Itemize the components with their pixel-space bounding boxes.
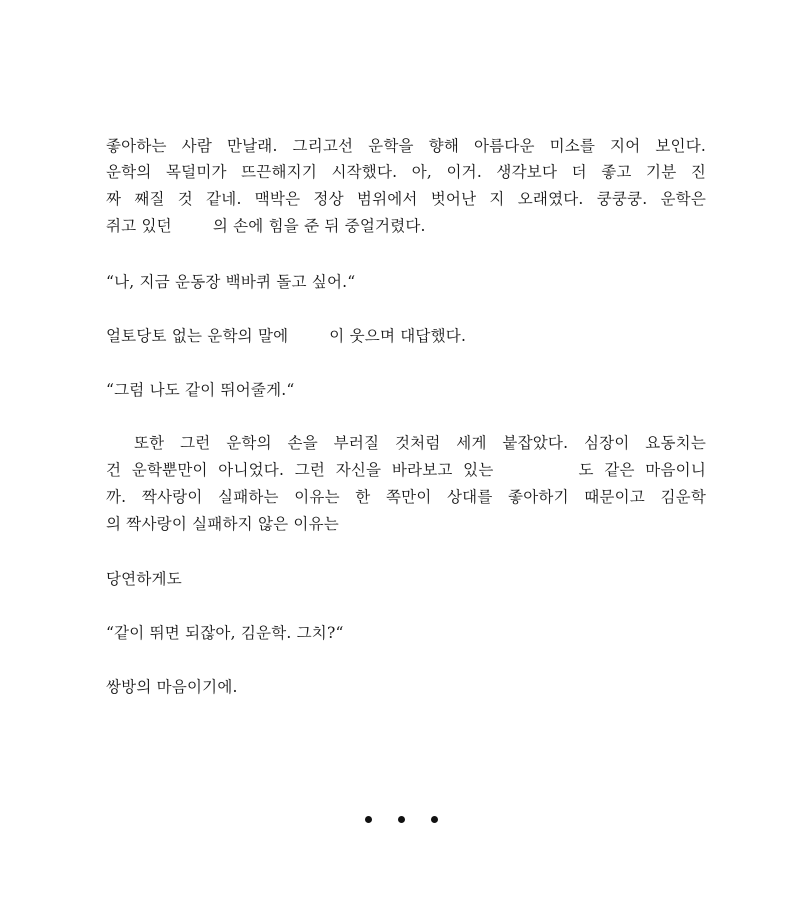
text-line: 건 운학뿐만이 아니었다. 그런 자신을 바라보고 있는 도 같은 마음이니 <box>106 461 706 479</box>
dialogue-line: “같이 뛰면 되잖아, 김운학. 그치?“ <box>106 624 344 642</box>
separator-dot <box>431 816 438 823</box>
text-line: 쥐고 있던 의 손에 힘을 준 뒤 중얼거렸다. <box>106 217 426 235</box>
dialogue-line: “나, 지금 운동장 백바퀴 돌고 싶어.“ <box>106 273 356 291</box>
dialogue-line: “그럼 나도 같이 뛰어줄게.“ <box>106 381 295 399</box>
text-line: 쌍방의 마음이기에. <box>106 678 238 696</box>
text-line: 좋아하는 사람 만날래. 그리고선 운학을 향해 아름다운 미소를 지어 보인다. <box>106 137 706 155</box>
text-line: 얼토당토 없는 운학의 말에 이 웃으며 대답했다. <box>106 327 467 345</box>
text-line: 운학의 목덜미가 뜨끈해지기 시작했다. 아, 이거. 생각보다 더 좋고 기분 진 <box>106 163 706 181</box>
text-line: 또한 그런 운학의 손을 부러질 것처럼 세게 붙잡았다. 심장이 요동치는 <box>134 434 706 452</box>
text-line: 짜 째질 것 같네. 맥박은 정상 범위에서 벗어난 지 오래였다. 쿵쿵쿵. 운학은 <box>106 190 706 208</box>
text-line: 당연하게도 <box>106 570 182 588</box>
separator-dot <box>365 816 372 823</box>
text-line: 의 짝사랑이 실패하지 않은 이유는 <box>106 515 339 533</box>
text-line: 까. 짝사랑이 실패하는 이유는 한 쪽만이 상대를 좋아하기 때문이고 김운학 <box>106 488 706 506</box>
section-separator <box>360 812 446 828</box>
separator-dot <box>398 816 405 823</box>
